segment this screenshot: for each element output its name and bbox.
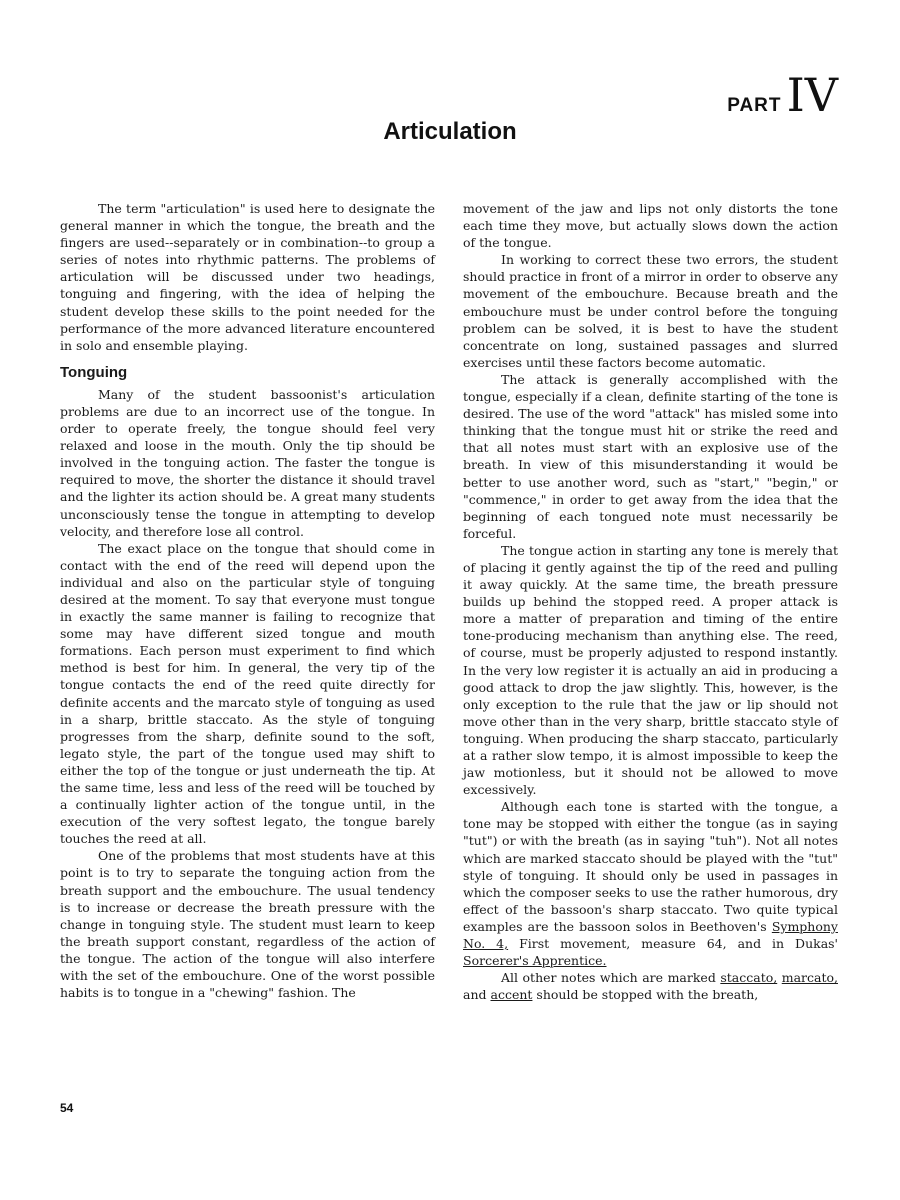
term-marcato: marcato, bbox=[781, 970, 838, 986]
left-column bbox=[60, 200, 435, 1001]
right-column bbox=[463, 200, 838, 1003]
part-label bbox=[727, 68, 838, 122]
part-numeral: IV bbox=[786, 68, 838, 122]
page-number: 54 bbox=[60, 1101, 74, 1115]
term-staccato: staccato, bbox=[720, 970, 778, 986]
text-run: should be stopped with the breath, bbox=[536, 987, 759, 1003]
section-heading-tonguing: Tonguing bbox=[60, 363, 128, 381]
intro-paragraph: The term "articulation" is used here to designate the general manner in which the tongue, the breath and the fingers are used--separately or in combination--to group a series of notes into rhythmic patterns. The problems of articulation will be discussed under two headings, tonguing and fingering, with the idea of helping the student develop these skills to the point needed for the performance of the more advanced literature encountered in solo and ensemble playing. bbox=[60, 201, 435, 353]
work-title-sorcerer: Sorcerer's Apprentice. bbox=[463, 953, 607, 969]
paragraph-tongue-action: The tongue action in starting any tone is merely that of placing it gently against the tip of the reed and pulling it away quickly. At the same time, the breath pressure builds up behind the stopped reed. A proper attack is more a matter of preparation and timing of the entire tone-producing mechanism than anything else. The reed, of course, must be properly adjusted to respond instantly. In the very low register it is actually an aid in producing a good attack to drop the jaw slightly. This, however, is the only exception to the rule that the jaw or lip should not move other than in the very sharp, brittle staccato style of tonguing. When producing the sharp staccato, particularly at a rather slow tempo, it is almost impossible to keep the jaw motionless, but it should not be allowed to move excessively. bbox=[463, 542, 838, 798]
part-word: PART bbox=[727, 95, 782, 116]
paragraph-other-notes bbox=[463, 969, 838, 1003]
paragraph-continuation: movement of the jaw and lips not only distorts the tone each time they move, but actually slows down the action of the tongue. bbox=[463, 201, 838, 251]
chapter-title: Articulation bbox=[383, 118, 517, 145]
paragraph-mirror-practice: In working to correct these two errors, the student should practice in front of a mirror in order to observe any movement of the embouchure. Because breath and the embouchure must be under control before the tonguing problem can be solved, it is best to have the student concentrate on long, sustained passages and slurred exercises until these factors become automatic. bbox=[463, 252, 838, 370]
text-run: Although each tone is started with the tongue, a tone may be stopped with either the tongue (as in saying "tut") or with the breath (as in saying "tuh"). Not all notes which are marked staccato should be played with the "tut" style of tonguing. It should only be used in passages in which the composer seeks to use the rather humorous, dry effect of the bassoon's sharp staccato. Two quite typical examples are the bassoon solos in Beethoven's bbox=[463, 799, 838, 934]
text-run: All other notes which are marked bbox=[501, 970, 716, 986]
term-accent: accent bbox=[490, 987, 533, 1003]
paragraph-tongue-use: Many of the student bassoonist's articulation problems are due to an incorrect use of the tongue. In order to operate freely, the tongue should feel very relaxed and loose in the mouth. Only the tip should be involved in the tonguing action. The faster the tongue is required to move, the shorter the distance it should travel and the lighter its action should be. A great many students unconsciously tense the tongue in attempting to develop velocity, and therefore lose all control. bbox=[60, 386, 435, 539]
paragraph-stopping-tone bbox=[463, 798, 838, 969]
work-title-symphony: Symphony No. 4, bbox=[463, 918, 838, 952]
text-run: and bbox=[463, 987, 487, 1003]
paragraph-attack: The attack is generally accomplished with the tongue, especially if a clean, definite starting of the tone is desired. The use of the word "attack" has misled some into thinking that the tongue must hit or strike the reed and that all notes must start with an explosive use of the breath. In view of this misunderstanding it would be better to use another word, such as "start," "begin," or "commence," in order to get away from the idea that the beginning of each tongued note must necessarily be forceful. bbox=[463, 371, 838, 541]
text-run: First movement, measure 64, and in Dukas' bbox=[519, 936, 838, 952]
paragraph-breath-support: One of the problems that most students have at this point is to try to separate the tonguing action from the breath support and the embouchure. The usual tendency is to increase or decrease the breath pressure with the change in tonguing style. The student must learn to keep the breath support constant, regardless of the action of the tongue. The action of the tongue will also interfere with the set of the embouchure. One of the worst possible habits is to tongue in a "chewing" fashion. The bbox=[60, 848, 435, 1001]
paragraph-tongue-placement: The exact place on the tongue that should come in contact with the end of the reed will depend upon the individual and also on the particular style of tonguing desired at the moment. To say that everyone must tongue in exactly the same manner is failing to recognize that some may have different sized tongue and mouth formations. Each person must experiment to find which method is best for him. In general, the very tip of the tongue contacts the end of the reed quite directly for definite accents and the marcato style of tonguing as used in a sharp, brittle staccato. As the style of tonguing progresses from the sharp, definite sound to the soft, legato style, the part of the tongue used may shift to either the top of the tongue or just underneath the tip. At the same time, less and less of the reed will be touched by a continually lighter action of the tongue until, in the execution of the very softest legato, the tongue barely touches the reed at all. bbox=[60, 540, 435, 847]
